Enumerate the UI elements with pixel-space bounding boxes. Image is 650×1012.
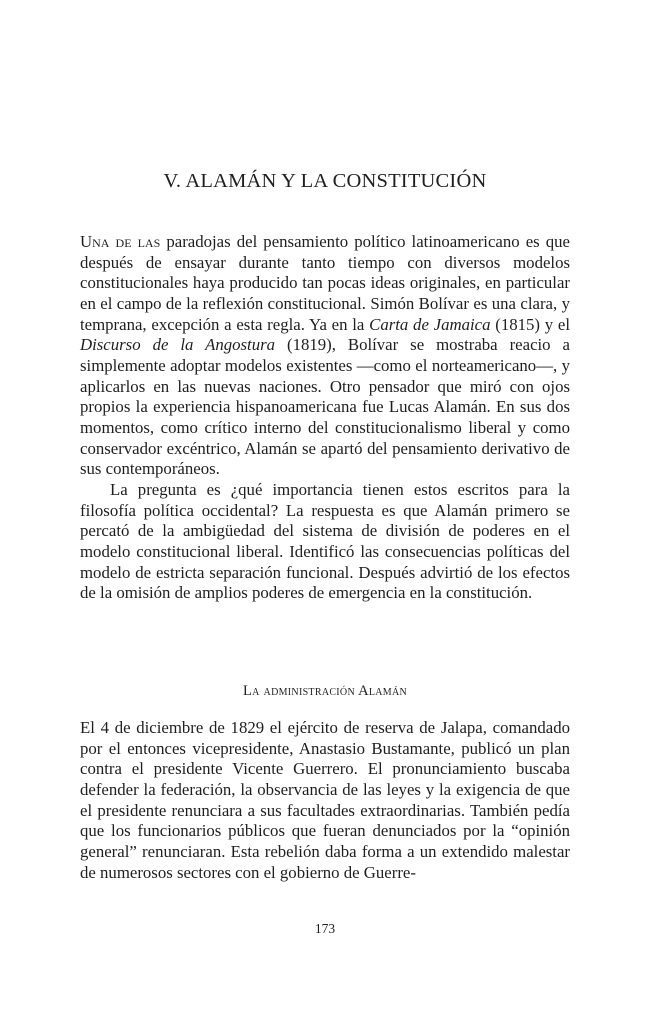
section-title: La administración Alamán <box>242 683 408 699</box>
intro-paragraph-1 <box>80 232 570 480</box>
intro-p1-italic-title-1: Carta de Jamaica <box>369 314 491 334</box>
intro-text <box>80 232 570 604</box>
intro-lead-smallcaps: Una de las <box>80 232 161 251</box>
intro-p1-part-b: (1815) y el <box>490 314 570 334</box>
chapter-title: V. ALAMÁN Y LA CONSTITUCIÓN <box>163 170 487 192</box>
intro-p1-italic-title-2: Discurso de la Angostura <box>80 335 276 355</box>
section-text <box>80 718 570 883</box>
intro-p1-part-c: (1819), Bolívar se mostraba reacio a simplemente adoptar modelos existentes —como el norteamericano—, y aplicarlos en las nuevas naciones. Otro pensador que miró con ojos propios la experiencia hispanoamericana fue Lucas Alamán. En sus dos momentos, como crítico interno del constitucionalismo liberal y como conservador excéntrico, Alamán se apartó del pensamiento derivativo de sus contemporáneos. <box>80 335 570 479</box>
section-paragraph-1: El 4 de diciembre de 1829 el ejército de reserva de Jalapa, comandado por el entonces vicepresidente, Anastasio Bustamante, publicó un plan contra el presidente Vicente Guerrero. El pronunciamiento buscaba defender la federación, la observancia de las leyes y la exigencia de que el presidente renunciara a sus facultades extraordinarias. También pedía que los funcionarios públicos que fueran denunciados por la “opinión general” renunciaran. Esta rebelión daba forma a un extendido malestar de numerosos sectores con el gobierno de Guerre- <box>80 718 570 882</box>
page-number: 173 <box>314 921 336 936</box>
intro-p1-part-a: paradojas del pensamiento político latinoamericano es que después de ensayar durante tanto tiempo con diversos modelos constitucionales haya producido tan pocas ideas originales, en particular en el campo de la reflexión constitucional. Simón Bolívar es una clara, y temprana, excepción a esta regla. Ya en la <box>80 232 570 334</box>
intro-paragraph-2: La pregunta es ¿qué importancia tienen estos escritos para la filosofía política occidental? La respuesta es que Alamán primero se percató de la ambigüedad del sistema de división de poderes en el modelo constitucional liberal. Identificó las consecuencias políticas del modelo de estricta separación funcional. Después advirtió de los efectos de la omisión de amplios poderes de emergencia en la constitución. <box>80 479 570 603</box>
